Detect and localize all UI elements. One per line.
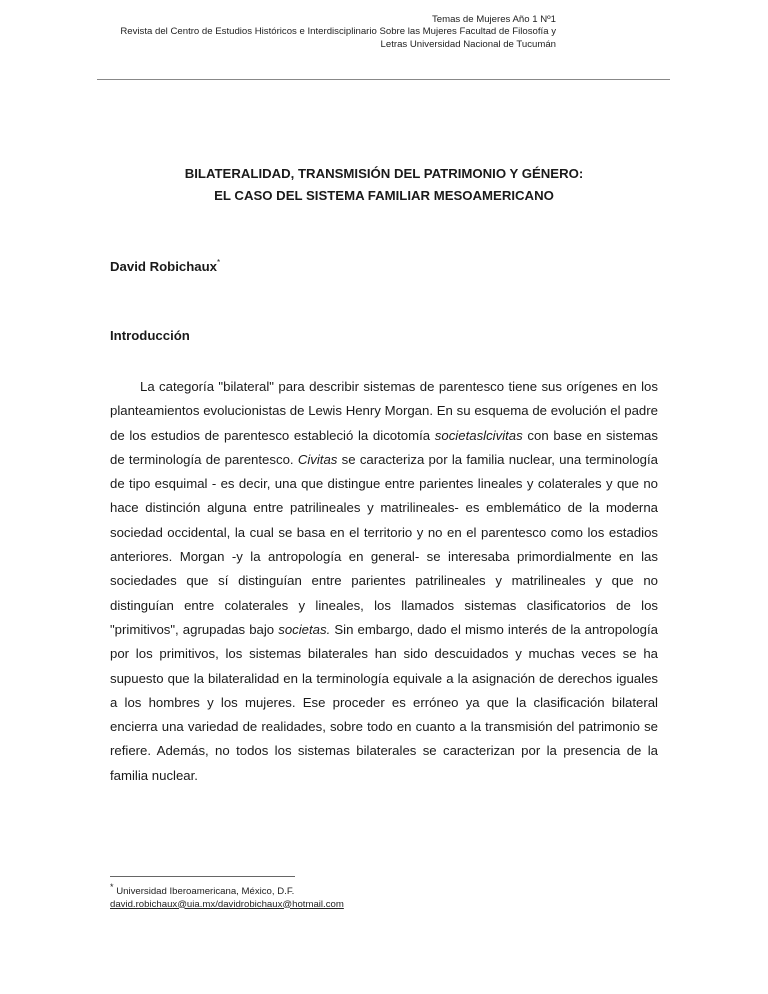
- header-institution: Letras Universidad Nacional de Tucumán: [380, 38, 556, 50]
- paragraph-text: se caracteriza por la familia nuclear, una terminología de tipo esquimal - es decir, una que distingue entre parientes lineales y colaterales y que no hace distinción alguna entre patrilineales y matrilineales- es emblemático de la moderna sociedad occidental, la cual se basa en el territorio y no en el parentesco como los estadios anteriores. Morgan -y la antropología en general- se interesaba primordialmente en las sociedades que sí distinguían entre parientes patrilineales y matrilineales y que no distinguían entre colaterales y lineales, los llamados sistemas clasificatorios de los "primitivos", agrupadas bajo: [110, 451, 658, 637]
- italic-term: societas.: [278, 621, 331, 637]
- footnote-affiliation: Universidad Iberoamericana, México, D.F.: [116, 886, 295, 897]
- section-heading: Introducción: [110, 328, 190, 343]
- author-text: David Robichaux: [110, 259, 217, 274]
- footnote: [110, 881, 344, 911]
- article-title: [100, 163, 668, 207]
- italic-term: Civitas: [297, 451, 338, 467]
- header-journal-name: Revista del Centro de Estudios Históricos e Interdisciplinario Sobre las Mujeres Facultad de Filosofía y: [120, 26, 556, 38]
- header-rule: [97, 79, 670, 80]
- italic-term: societaslcivitas: [434, 427, 523, 443]
- title-line-2: EL CASO DEL SISTEMA FAMILIAR MESOAMERICANO: [214, 188, 554, 203]
- author-name: [110, 258, 220, 274]
- intro-paragraph: [110, 375, 658, 788]
- footnote-rule: [110, 876, 295, 877]
- footnote-email-link[interactable]: david.robichaux@uia.mx/davidrobichaux@hotmail.com: [110, 898, 344, 910]
- author-footnote-marker[interactable]: *: [217, 258, 221, 267]
- paragraph-text: Sin embargo, dado el mismo interés de la antropología por los primitivos, los sistemas bilaterales han sido descuidados y muchas veces se ha supuesto que la bilateralidad en la terminología equivale a la asignación de derechos iguales a los hombres y los mujeres. Ese proceder es erróneo ya que la clasificación bilateral encierra una variedad de realidades, sobre todo en cuanto a la transmisión del patrimonio se refiere. Además, no todos los sistemas bilaterales se caracterizan por la presencia de la familia nuclear.: [110, 621, 659, 783]
- footnote-marker: *: [110, 882, 114, 892]
- header-journal-issue: Temas de Mujeres Año 1 Nº1: [431, 14, 556, 25]
- paragraph-text: La categoría "bilateral" para describir sistemas de parentesco tiene sus orígenes en los planteamientos evolucionistas de Lewis Henry Morgan. En su esquema de evolución el padre de los estudios de parentesco estableció la dicotomía: [110, 379, 658, 443]
- running-header: [86, 14, 556, 51]
- paragraph-text: con base en sistemas de terminología de parentesco.: [110, 427, 658, 467]
- title-line-1: BILATERALIDAD, TRANSMISIÓN DEL PATRIMONIO Y GÉNERO:: [184, 166, 584, 181]
